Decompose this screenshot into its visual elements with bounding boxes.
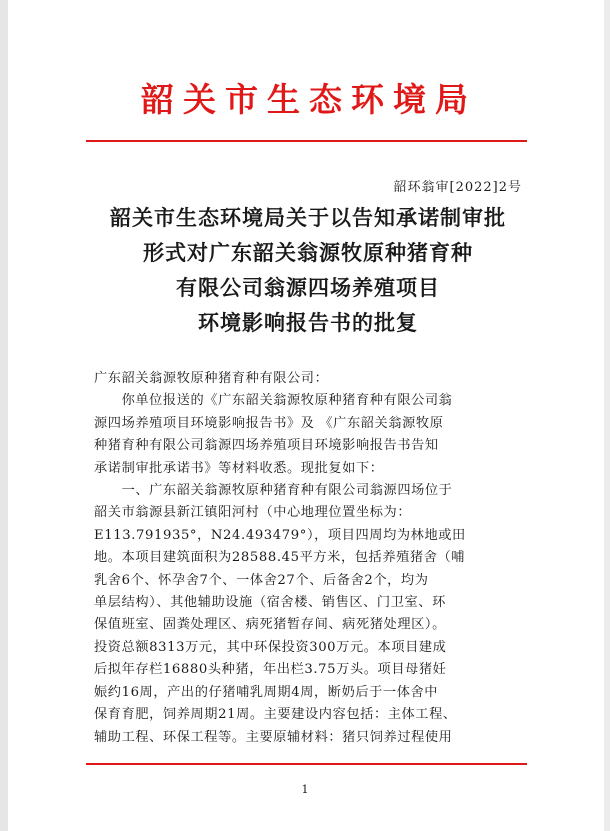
body-line: 辅助工程、环保工程等。主要原辅材料：猪只饲养过程使用 [94, 729, 453, 745]
body-line: 投资总额8313万元，其中环保投资300万元。本项目建成 [94, 639, 447, 655]
body-line: E113.791935°，N24.493479°），项目四周均为林地或田 [94, 527, 466, 543]
document-title [88, 200, 528, 340]
body-line: 保值班室、固粪处理区、病死猪暂存间、病死猪处理区）。 [94, 617, 446, 633]
title-line: 韶关市生态环境局关于以告知承诺制审批 [110, 205, 506, 230]
addressee-line: 广东韶关翁源牧原种猪育种有限公司： [94, 371, 329, 386]
document-number: 韶环翁审[2022]2号 [393, 180, 522, 195]
body-line: 地。本项目建筑面积为28588.45平方米，包括养殖猪舍（哺 [94, 550, 466, 566]
body-line: 后拟年存栏16880头种猪，年出栏3.75万头。项目母猪妊 [94, 662, 447, 678]
body-line: 承诺制审批承诺书》等材料收悉。现批复如下： [94, 460, 384, 476]
page-number: 1 [301, 783, 309, 796]
red-divider-bottom [86, 763, 527, 765]
body-line: 一、广东韶关翁源牧原种猪育种有限公司翁源四场位于 [94, 483, 453, 499]
document-body [94, 368, 522, 749]
body-line: 单层结构）、其他辅助设施（宿舍楼、销售区、门卫室、环 [94, 595, 446, 611]
agency-header: 韶关市生态环境局 [141, 80, 477, 119]
body-line: 乳舍6个、怀孕舍7个、一体舍27个、后备舍2个，均为 [94, 572, 429, 588]
scan-edge-right [604, 0, 610, 831]
body-line: 你单位报送的《广东韶关翁源牧原种猪育种有限公司翁 [94, 393, 453, 409]
body-line: 娠约16周，产出的仔猪哺乳周期4周，断奶后于一体舍中 [94, 684, 439, 700]
title-line: 环境影响报告书的批复 [198, 310, 418, 335]
body-line: 种猪育种有限公司翁源四场养殖项目环境影响报告书告知 [94, 438, 439, 454]
body-line: 源四场养殖项目环境影响报告书》及 《广东韶关翁源牧原 [94, 415, 444, 431]
body-line: 保育育肥，饲养周期21周。主要建设内容包括：主体工程、 [94, 707, 457, 723]
scan-edge-left [0, 0, 8, 831]
title-line: 有限公司翁源四场养殖项目 [176, 275, 440, 300]
red-divider-top [86, 140, 527, 142]
title-line: 形式对广东韶关翁源牧原种猪育种 [143, 240, 473, 265]
body-line: 韶关市翁源县新江镇阳河村（中心地理位置坐标为： [94, 505, 412, 521]
